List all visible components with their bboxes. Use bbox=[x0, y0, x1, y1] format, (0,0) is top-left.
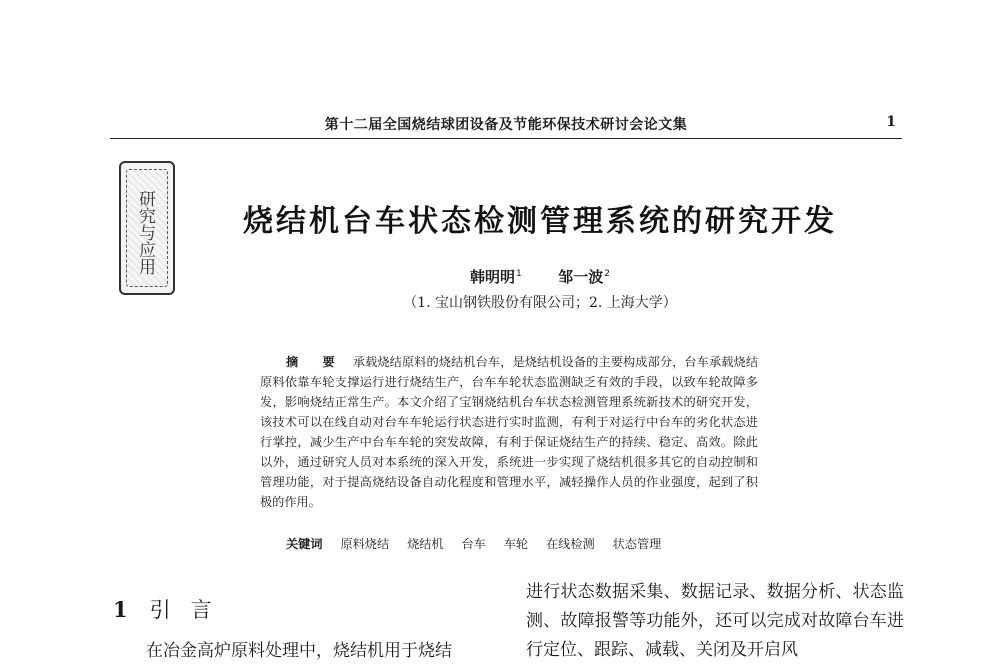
authors bbox=[190, 266, 890, 287]
paper-title: 烧结机台车状态检测管理系统的研究开发 bbox=[243, 204, 837, 239]
keyword: 台车 bbox=[461, 537, 486, 551]
author-name: 韩明明 bbox=[470, 268, 516, 286]
stamp-text: 研究与应用 bbox=[135, 189, 155, 275]
section-heading bbox=[113, 594, 232, 624]
keyword: 在线检测 bbox=[546, 537, 595, 551]
left-column bbox=[112, 636, 492, 666]
body-paragraph: 进行状态数据采集、数据记录、数据分析、状态监测、故障报警等功能外，还可以完成对故障台车进行定位、跟踪、减载、关闭及开启风 bbox=[526, 582, 904, 660]
right-column bbox=[526, 578, 904, 665]
header-rule bbox=[110, 138, 902, 139]
keywords bbox=[286, 534, 766, 554]
page-number: 1 bbox=[886, 114, 896, 130]
running-title: 第十二届全国烧结球团设备及节能环保技术研讨会论文集 bbox=[324, 117, 688, 133]
author-name: 邹一波 bbox=[558, 268, 604, 286]
keyword: 烧结机 bbox=[407, 537, 444, 551]
affiliation: （1. 宝山钢铁股份有限公司；2. 上海大学） bbox=[403, 295, 677, 311]
running-header bbox=[110, 114, 902, 136]
section-stamp bbox=[119, 161, 175, 295]
abstract bbox=[260, 352, 758, 512]
keyword: 状态管理 bbox=[612, 537, 662, 551]
body-paragraph: 在冶金高炉原料处理中，烧结机用于烧结 bbox=[146, 641, 452, 661]
section-number: 1 bbox=[113, 597, 128, 622]
abstract-label: 摘 要 bbox=[286, 355, 341, 369]
section-title: 引言 bbox=[149, 598, 232, 622]
keyword: 原料烧结 bbox=[340, 537, 390, 551]
abstract-text: 承载烧结原料的烧结机台车，是烧结机设备的主要构成部分，台车承载烧结原料依靠车轮支撑运行进行烧结生产，台车车轮状态监测缺乏有效的手段，以致车轮故障多发，影响烧结正常生产。本文介绍了宝钢烧结机台车状态检测管理系统新技术的研究开发，该技术可以在线自动对台车车轮运行状态进行实时监测，有利于对运行中台车的劣化状态进行掌控，减少生产中台车车轮的突发故障，有利于保证烧结生产的持续、稳定、高效。除此以外，通过研究人员对本系统的深入开发，系统进一步实现了烧结机很多其它的自动控制和管理功能，对于提高烧结设备自动化程度和管理水平，减轻操作人员的作业强度，起到了积极的作用。 bbox=[260, 355, 759, 509]
author-affiliation-mark: 1 bbox=[516, 269, 522, 279]
keywords-label: 关键词 bbox=[286, 537, 323, 551]
author-affiliation-mark: 2 bbox=[604, 269, 610, 279]
keyword: 车轮 bbox=[503, 537, 529, 551]
